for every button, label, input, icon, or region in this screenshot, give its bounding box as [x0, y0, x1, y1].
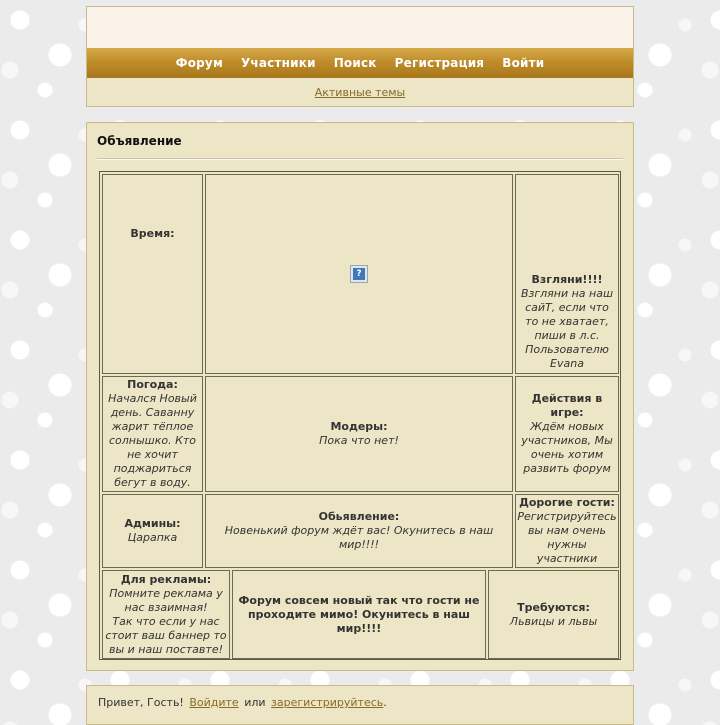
look-line: пиши в л.с. — [534, 329, 600, 342]
actions-line: участников, Мы — [521, 434, 613, 447]
greeting-text: Привет, Гость! — [98, 696, 184, 709]
announcement-panel — [86, 122, 634, 671]
nav-login[interactable]: Войти — [502, 56, 545, 70]
weather-line: солнышко. Кто — [108, 434, 197, 447]
cell-needed — [488, 570, 619, 659]
nav-forum[interactable]: Форум — [175, 56, 223, 70]
login-link[interactable]: Войдите — [189, 696, 239, 709]
look-line: сайТ, если что — [525, 301, 609, 314]
welcome-text — [98, 696, 387, 709]
ads-line: стоит ваш баннер то — [105, 628, 227, 642]
sub-nav — [87, 78, 633, 106]
ads-line: Помните реклама у — [109, 586, 223, 600]
look-line: Взгляни на наш — [520, 287, 614, 300]
actions-line: Ждём новых — [530, 420, 604, 433]
announce-title: Обьявление: — [318, 510, 400, 523]
actions-title: Действия в игре: — [531, 392, 603, 419]
weather-line: Начался Новый — [108, 392, 197, 405]
nav-register[interactable]: Регистрация — [394, 56, 485, 70]
needed-title: Требуются: — [517, 600, 590, 614]
weather-title: Погода: — [127, 378, 178, 391]
new-forum-line: Форум совсем новый так что гости не — [238, 593, 480, 607]
weather-line: жарит тёплое — [111, 420, 194, 433]
guests-line: вы нам очень — [527, 524, 607, 537]
ads-line: Так что если у нас — [112, 614, 220, 628]
cell-image — [205, 174, 513, 374]
cell-guests — [515, 494, 619, 568]
look-line: Пользователю — [525, 343, 609, 356]
guests-title: Дорогие гости: — [519, 496, 615, 509]
admins-text: Царапка — [127, 531, 178, 544]
cell-actions — [515, 376, 619, 492]
weather-line: день. Саванну — [110, 406, 195, 419]
new-forum-line: проходите мимо! Окунитесь в наш — [248, 607, 470, 621]
admins-title: Админы: — [124, 517, 181, 530]
look-line: Evana — [550, 357, 584, 370]
announce-line: мир!!!! — [338, 538, 380, 551]
cell-time — [102, 174, 203, 374]
ads-line: нас взаимная! — [124, 600, 208, 614]
weather-line: не хочит — [127, 448, 178, 461]
new-forum-line: мир!!!! — [336, 621, 382, 635]
register-link[interactable]: зарегистрируйтесь — [271, 696, 384, 709]
cell-admins — [102, 494, 203, 568]
moders-text: Пока что нет! — [319, 434, 399, 447]
guests-line: нужны — [547, 538, 587, 551]
moders-title: Модеры: — [330, 420, 388, 433]
cell-moders — [205, 376, 513, 492]
look-title: Взгляни!!!! — [531, 273, 603, 286]
look-line: то не хватает, — [525, 315, 609, 328]
nav-search[interactable]: Поиск — [333, 56, 377, 70]
ads-title: Для рекламы: — [120, 572, 212, 586]
guests-line: Регистрируйтесь — [517, 510, 617, 523]
cell-weather — [102, 376, 203, 492]
welcome-panel — [86, 685, 634, 725]
divider — [97, 158, 623, 160]
header-banner — [87, 7, 633, 48]
time-label: Время: — [130, 227, 175, 240]
cell-look — [515, 174, 619, 374]
nav-members[interactable]: Участники — [240, 56, 316, 70]
announcement-title: Объявление — [97, 134, 182, 148]
period-text: . — [383, 696, 387, 709]
cell-announce — [205, 494, 513, 568]
ads-line: вы и наш поставте! — [109, 642, 223, 656]
active-topics-link[interactable]: Активные темы — [314, 85, 406, 99]
weather-line: поджариться — [113, 462, 192, 475]
needed-text: Львицы и львы — [509, 614, 598, 628]
actions-line: очень хотим — [530, 448, 604, 461]
guests-line: участники — [536, 552, 598, 565]
announcement-table — [99, 171, 621, 660]
question-mark-icon: ? — [350, 265, 368, 283]
actions-line: развить форум — [523, 462, 611, 475]
weather-line: бегут в воду. — [114, 476, 191, 489]
main-nav — [87, 48, 633, 78]
cell-new-forum — [232, 570, 486, 659]
or-text: или — [244, 696, 266, 709]
announce-line: Новенький форум ждёт вас! Окунитесь в наш — [224, 524, 494, 537]
cell-ads — [102, 570, 230, 659]
forum-header — [86, 6, 634, 107]
